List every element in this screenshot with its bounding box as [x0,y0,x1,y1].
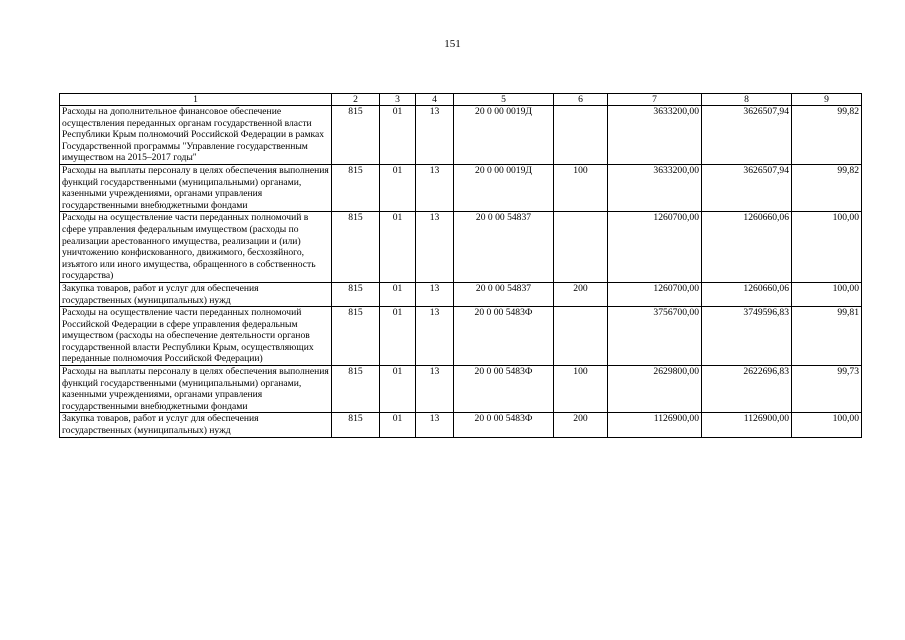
row-col-6: 200 [554,282,608,306]
row-description: Расходы на выплаты персоналу в целях обеспечения выполнения функций государственными (муниципальными) органами, казенными учреждениями, органами управления государственными внебюджетными фондами [60,366,332,413]
row-col-2: 815 [332,282,380,306]
row-col-8: 3749596,83 [702,307,792,366]
row-col-8: 1260660,06 [702,212,792,283]
table-row [60,366,862,413]
row-col-9: 99,73 [792,366,862,413]
row-col-2: 815 [332,366,380,413]
page-number: 151 [444,38,461,50]
row-col-9: 100,00 [792,212,862,283]
budget-table [59,93,862,438]
row-col-4: 13 [416,282,454,306]
row-col-5: 20 0 00 54837 [454,212,554,283]
row-col-8: 3626507,94 [702,106,792,165]
row-col-8: 2622696,83 [702,366,792,413]
row-col-3: 01 [380,282,416,306]
row-col-3: 01 [380,307,416,366]
header-col-3: 3 [380,94,416,106]
row-col-2: 815 [332,106,380,165]
row-col-7: 3756700,00 [608,307,702,366]
row-col-3: 01 [380,212,416,283]
row-col-8: 1260660,06 [702,282,792,306]
row-col-9: 99,81 [792,307,862,366]
row-description: Закупка товаров, работ и услуг для обеспечения государственных (муниципальных) нужд [60,413,332,437]
header-col-4: 4 [416,94,454,106]
header-col-5: 5 [454,94,554,106]
row-col-7: 1126900,00 [608,413,702,437]
row-col-9: 100,00 [792,282,862,306]
row-col-3: 01 [380,413,416,437]
row-col-5: 20 0 00 0019Д [454,164,554,211]
row-description: Расходы на осуществление части переданных полномочий в сфере управления федеральным имуществом (расходы по реализации арестованного имущества, реализации и (или) уничтожению конфискованного, движимого, бесхозяйного, изъятого или иного имущества, обращенного в собственность государства) [60,212,332,283]
row-col-3: 01 [380,366,416,413]
row-col-9: 99,82 [792,106,862,165]
row-col-9: 100,00 [792,413,862,437]
row-col-5: 20 0 00 5483Ф [454,307,554,366]
table-row [60,307,862,366]
header-col-8: 8 [702,94,792,106]
row-col-9: 99,82 [792,164,862,211]
row-col-3: 01 [380,164,416,211]
row-description: Расходы на выплаты персоналу в целях обеспечения выполнения функций государственными (муниципальными) органами, казенными учреждениями, органами управления государственными внебюджетными фондами [60,164,332,211]
row-col-7: 1260700,00 [608,212,702,283]
header-row [60,94,862,106]
row-col-4: 13 [416,164,454,211]
row-col-6: 100 [554,366,608,413]
row-col-6: 100 [554,164,608,211]
row-col-2: 815 [332,212,380,283]
table-row [60,164,862,211]
header-col-1: 1 [60,94,332,106]
row-col-3: 01 [380,106,416,165]
row-col-2: 815 [332,307,380,366]
header-col-9: 9 [792,94,862,106]
row-col-4: 13 [416,366,454,413]
row-col-6 [554,212,608,283]
row-col-5: 20 0 00 54837 [454,282,554,306]
row-col-2: 815 [332,413,380,437]
row-col-7: 3633200,00 [608,164,702,211]
table-row [60,106,862,165]
row-col-7: 3633200,00 [608,106,702,165]
row-col-5: 20 0 00 5483Ф [454,366,554,413]
row-col-4: 13 [416,307,454,366]
row-col-4: 13 [416,106,454,165]
row-col-6 [554,106,608,165]
row-description: Закупка товаров, работ и услуг для обеспечения государственных (муниципальных) нужд [60,282,332,306]
row-col-5: 20 0 00 0019Д [454,106,554,165]
row-col-7: 1260700,00 [608,282,702,306]
table-row [60,212,862,283]
row-col-8: 3626507,94 [702,164,792,211]
row-col-7: 2629800,00 [608,366,702,413]
table-row [60,282,862,306]
row-col-8: 1126900,00 [702,413,792,437]
row-col-6: 200 [554,413,608,437]
row-col-4: 13 [416,212,454,283]
row-description: Расходы на осуществление части переданных полномочий Российской Федерации в сфере управления федеральным имуществом (расходы на обеспечение деятельности органов государственной власти Республики Крым, осуществляющих переданные полномочия Российской Федерации) [60,307,332,366]
row-col-5: 20 0 00 5483Ф [454,413,554,437]
header-col-2: 2 [332,94,380,106]
header-col-7: 7 [608,94,702,106]
header-col-6: 6 [554,94,608,106]
row-col-6 [554,307,608,366]
row-col-2: 815 [332,164,380,211]
row-description: Расходы на дополнительное финансовое обеспечение осуществления переданных органам государственной власти Республики Крым полномочий Российской Федерации в рамках Государственной программы "Управление государственным имуществом на 2015–2017 годы" [60,106,332,165]
table-row [60,413,862,437]
row-col-4: 13 [416,413,454,437]
